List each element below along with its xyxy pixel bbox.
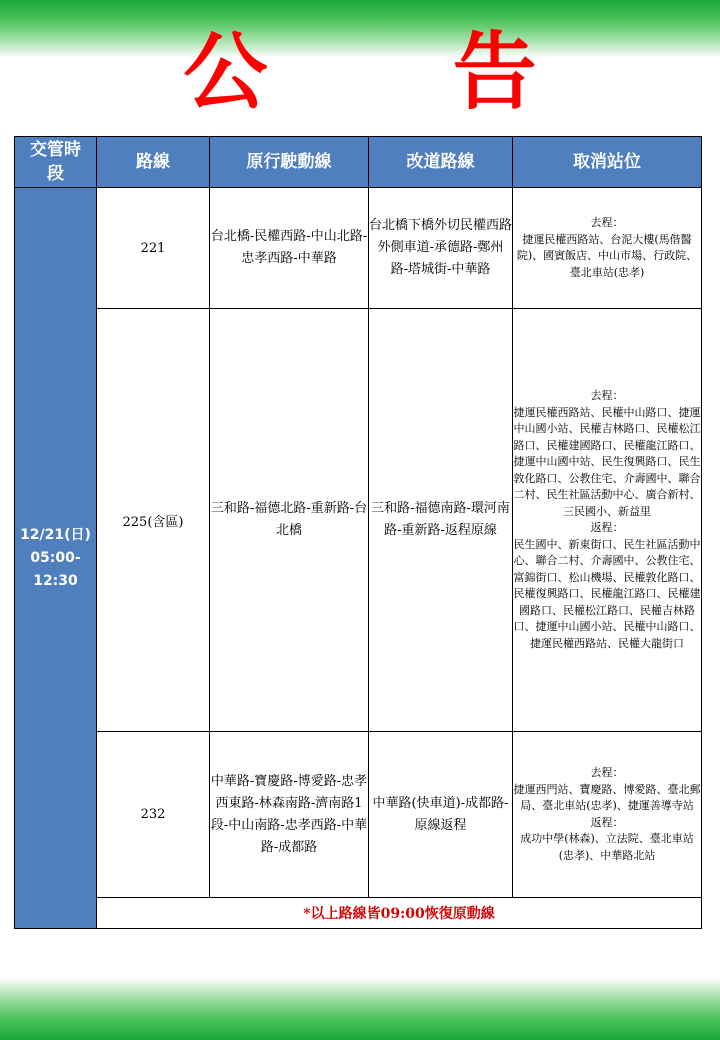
route-number: 225(含區) — [97, 309, 210, 732]
cancelled-stops — [513, 188, 702, 309]
cancelled-stops — [513, 732, 702, 898]
time-slot-date: 12/21(日) — [20, 526, 91, 543]
table-row — [15, 309, 702, 732]
original-route: 台北橋-民權西路-中山北路-忠孝西路-中華路 — [210, 188, 369, 309]
cancelled-stops — [513, 309, 702, 732]
notice-title: 公 告 — [183, 22, 615, 121]
cancelled-stops-text: 去程： 捷運西門站、寶慶路、博愛路、臺北郵局、臺北車站(忠孝)、捷運善導寺站 返程： 成功中學(林森)、立法院、臺北車站(忠孝)、中華路北站 — [513, 766, 701, 862]
original-route: 三和路-福德北路-重新路-台北橋 — [210, 309, 369, 732]
time-slot-cell — [15, 188, 97, 929]
route-number: 221 — [97, 188, 210, 309]
cancelled-stops-text: 去程： 捷運民權西路站、台泥大樓(馬偕醫院)、國賓飯店、中山市場、行政院、臺北車站(忠孝) — [516, 216, 698, 279]
detour-route: 中華路(快車道)-成都路-原線返程 — [369, 732, 513, 898]
detour-route: 三和路-福德南路-環河南路-重新路-返程原線 — [369, 309, 513, 732]
traffic-control-table — [14, 136, 702, 929]
time-slot-end: 12:30 — [33, 572, 78, 589]
footnote-text: *以上路線皆09:00恢復原動線 — [97, 898, 702, 929]
table-header-row — [15, 137, 702, 188]
time-slot-start: 05:00- — [30, 549, 81, 566]
bottom-green-band — [0, 978, 720, 1040]
header-cancelled-stops: 取消站位 — [513, 137, 702, 188]
header-route: 路線 — [97, 137, 210, 188]
footnote-row — [15, 898, 702, 929]
detour-route: 台北橋下橋外切民權西路外側車道-承德路-鄭州路-塔城街-中華路 — [369, 188, 513, 309]
cancelled-stops-text: 去程： 捷運民權西路站、民權中山路口、捷運中山國小站、民權吉林路口、民權松江路口、民權建國路口、民權龍江路口、捷運中山國中站、民生復興路口、民生敦化路口、公教住宅、介壽國中、聯合二村、民生社區活動中心、廣合新村、三民國小、新益里 返程： 民生國中、新東街口、民生社區活動中心、聯合二村、介壽國中、公教住宅、富錦街口、松山機場、民權敦化路口、民權復興路口、民權龍江路口、民權建國路口、民權松江路口、民權吉林路口、捷運中山國小站、民權中山路口、捷運民權西路站、民權大龍街口 — [513, 389, 701, 650]
original-route: 中華路-寶慶路-博愛路-忠孝西東路-林森南路-濟南路1段-中山南路-忠孝西路-中華路-成都路 — [210, 732, 369, 898]
table-row — [15, 732, 702, 898]
header-detour-route: 改道路線 — [369, 137, 513, 188]
route-number: 232 — [97, 732, 210, 898]
table-row — [15, 188, 702, 309]
header-time-slot: 交管時段 — [15, 137, 97, 188]
header-original-route: 原行駛動線 — [210, 137, 369, 188]
